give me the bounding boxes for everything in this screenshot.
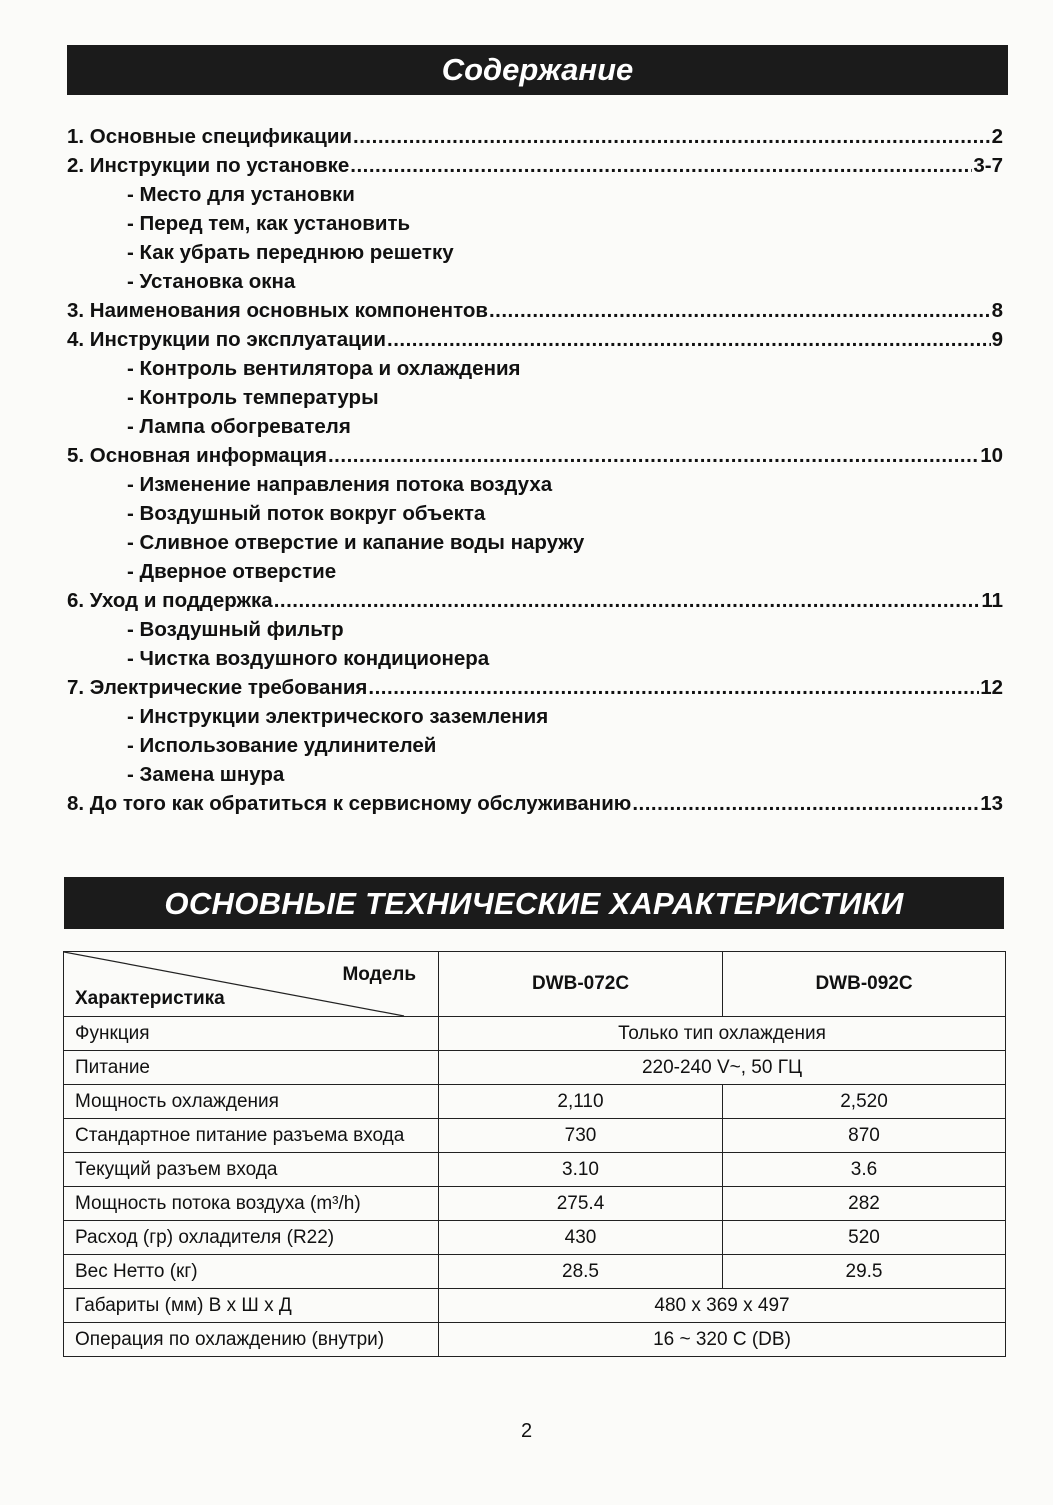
toc-subentry: - Воздушный фильтр	[127, 618, 344, 641]
toc-page-number: 11	[981, 589, 1003, 612]
row-value-merged: Только тип охлаждения	[439, 1017, 1006, 1051]
toc-leader-dots	[387, 325, 991, 354]
toc-entry	[67, 296, 1003, 325]
toc-leader-dots	[489, 296, 991, 325]
toc-entry	[67, 586, 1003, 615]
table-row	[64, 1255, 1006, 1289]
toc-leader-dots	[274, 586, 981, 615]
toc-leader-dots	[368, 673, 979, 702]
row-value-model-1: 730	[439, 1119, 723, 1153]
toc-subentry: - Контроль вентилятора и охлаждения	[127, 357, 521, 380]
toc-entry-label: 7. Электрические требования	[67, 676, 368, 699]
table-row	[64, 1119, 1006, 1153]
row-value-merged: 220-240 V~, 50 ГЦ	[439, 1051, 1006, 1085]
row-value-merged: 16 ~ 320 C (DB)	[439, 1323, 1006, 1357]
row-value-model-2: 2,520	[723, 1085, 1006, 1119]
row-label: Стандартное питание разъема входа	[64, 1119, 439, 1153]
toc-subentry: - Воздушный поток вокруг объекта	[127, 502, 486, 525]
row-label: Функция	[64, 1017, 439, 1051]
spec-title: ОСНОВНЫЕ ТЕХНИЧЕСКИЕ ХАРАКТЕРИСТИКИ	[64, 877, 1004, 929]
table-row	[64, 1187, 1006, 1221]
toc-entry-label: 2. Инструкции по установке	[67, 154, 350, 177]
model-header-2: DWB-092C	[723, 952, 1006, 1017]
spec-table	[63, 951, 1006, 1357]
toc-subentry: - Чистка воздушного кондиционера	[127, 647, 490, 670]
toc-entry-label: 5. Основная информация	[67, 444, 327, 467]
toc-subentry: - Замена шнура	[127, 763, 285, 786]
toc-subentry: - Дверное отверстие	[127, 560, 337, 583]
toc-subentry: - Лампа обогревателя	[127, 415, 351, 438]
toc-title: Содержание	[67, 45, 1008, 95]
row-label: Габариты (мм) В x Ш x Д	[64, 1289, 439, 1323]
toc-subentry: - Сливное отверстие и капание воды наружу	[127, 531, 585, 554]
table-row	[64, 1085, 1006, 1119]
spec-header-row	[64, 952, 1006, 1017]
row-value-model-1: 275.4	[439, 1187, 723, 1221]
toc-leader-dots	[353, 122, 991, 151]
row-value-model-1: 3.10	[439, 1153, 723, 1187]
row-label: Мощность потока воздуха (m³/h)	[64, 1187, 439, 1221]
toc-entry	[67, 325, 1003, 354]
toc-subentry: - Перед тем, как установить	[127, 212, 411, 235]
row-label: Текущий разъем входа	[64, 1153, 439, 1187]
table-row	[64, 1323, 1006, 1357]
row-value-model-1: 2,110	[439, 1085, 723, 1119]
table-row	[64, 1051, 1006, 1085]
toc-subentry: - Установка окна	[127, 270, 296, 293]
toc-subentry: - Инструкции электрического заземления	[127, 705, 549, 728]
toc-page-number: 9	[991, 328, 1003, 351]
row-value-model-1: 28.5	[439, 1255, 723, 1289]
toc-page-number: 12	[980, 676, 1003, 699]
row-label: Операция по охлаждению (внутри)	[64, 1323, 439, 1357]
toc-entry-label: 4. Инструкции по эксплуатации	[67, 328, 386, 351]
row-value-model-1: 430	[439, 1221, 723, 1255]
toc-subentry: - Контроль температуры	[127, 386, 379, 409]
row-label: Мощность охлаждения	[64, 1085, 439, 1119]
spec-header-corner	[64, 952, 439, 1017]
row-value-model-2: 3.6	[723, 1153, 1006, 1187]
row-label: Вес Нетто (кг)	[64, 1255, 439, 1289]
toc-entry-label: 3. Наименования основных компонентов	[67, 299, 488, 322]
toc-entry-label: 1. Основные спецификации	[67, 125, 353, 148]
toc-leader-dots	[632, 789, 979, 818]
toc-page-number: 8	[991, 299, 1003, 322]
table-row	[64, 1017, 1006, 1051]
toc-entry	[67, 789, 1003, 818]
toc-subentry: - Использование удлинителей	[127, 734, 437, 757]
toc-subentry: - Как убрать переднюю решетку	[127, 241, 454, 264]
toc-entry	[67, 151, 1003, 180]
table-row	[64, 1153, 1006, 1187]
toc-leader-dots	[328, 441, 979, 470]
row-value-model-2: 282	[723, 1187, 1006, 1221]
header-characteristic-label: Характеристика	[75, 988, 225, 1009]
toc-subentry: - Место для установки	[127, 183, 355, 206]
row-label: Питание	[64, 1051, 439, 1085]
toc-page-number: 10	[980, 444, 1003, 467]
table-row	[64, 1289, 1006, 1323]
page-number: 2	[520, 1420, 533, 1442]
toc-entry-label: 8. До того как обратиться к сервисному обслуживанию	[67, 792, 632, 815]
toc-entry	[67, 122, 1003, 151]
toc-subentry: - Изменение направления потока воздуха	[127, 473, 553, 496]
toc-page-number: 13	[980, 792, 1003, 815]
row-value-model-2: 870	[723, 1119, 1006, 1153]
row-value-model-2: 29.5	[723, 1255, 1006, 1289]
toc-entry-label: 6. Уход и поддержка	[67, 589, 273, 612]
row-label: Расход (гр) охладителя (R22)	[64, 1221, 439, 1255]
toc-leader-dots	[350, 151, 972, 180]
toc-page-number: 2	[991, 125, 1003, 148]
toc-entry	[67, 673, 1003, 702]
header-model-label: Модель	[342, 964, 416, 985]
toc-entry	[67, 441, 1003, 470]
table-row	[64, 1221, 1006, 1255]
row-value-model-2: 520	[723, 1221, 1006, 1255]
model-header-1: DWB-072C	[439, 952, 723, 1017]
row-value-merged: 480 x 369 x 497	[439, 1289, 1006, 1323]
toc-page-number: 3-7	[973, 154, 1003, 177]
